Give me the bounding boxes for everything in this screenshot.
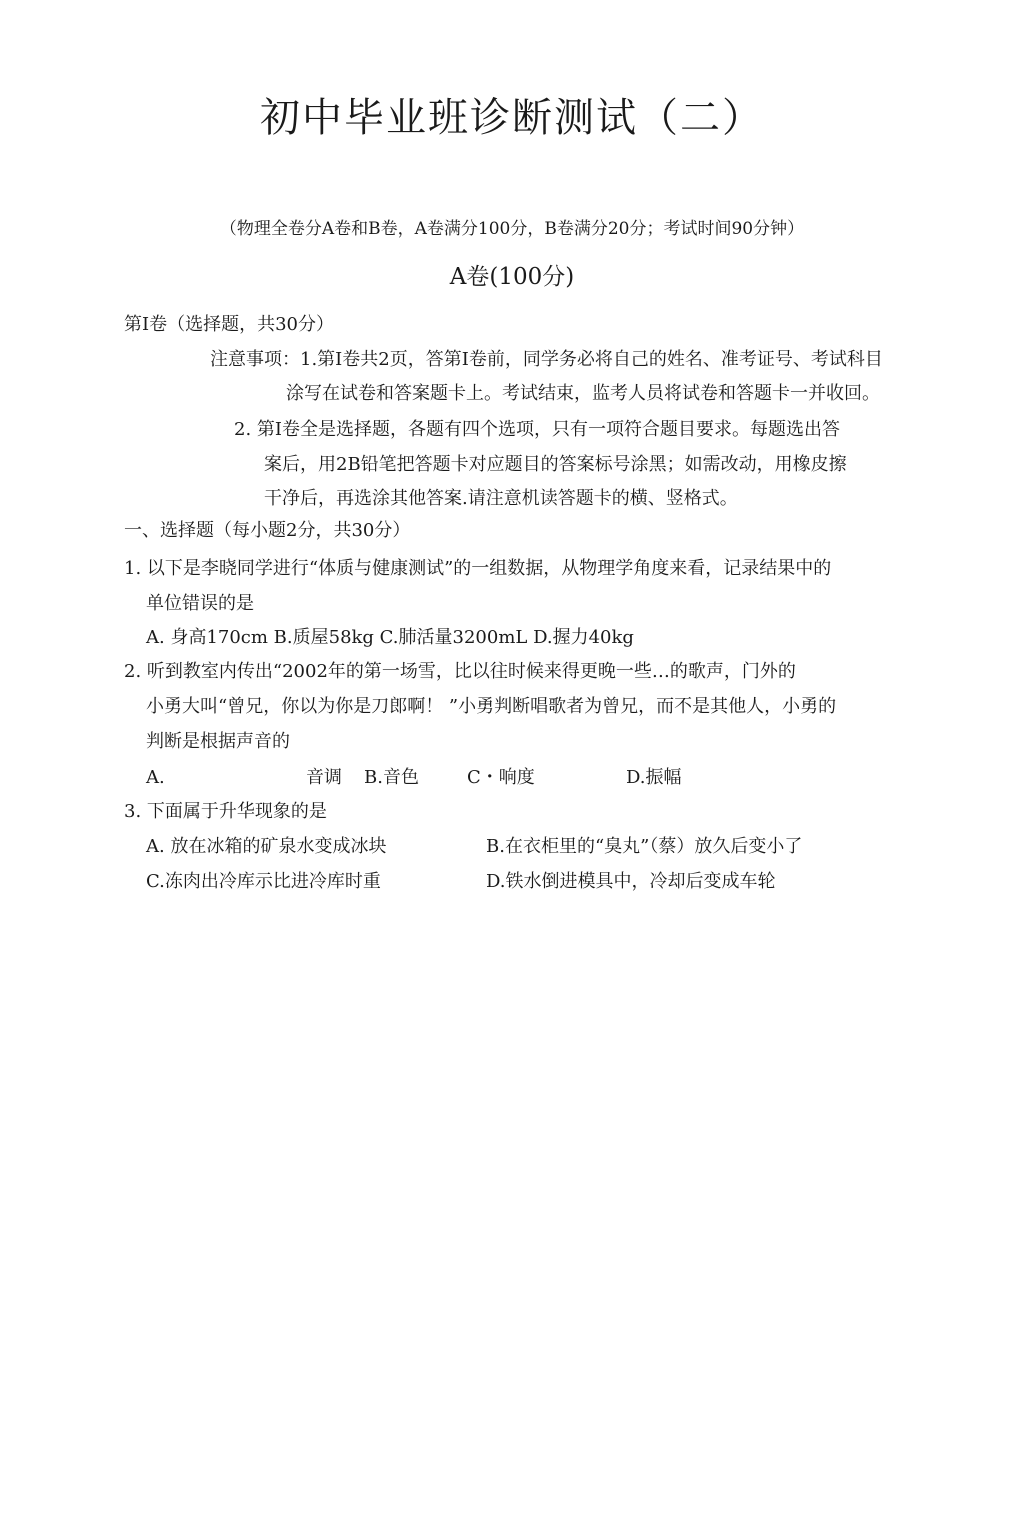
question-1-line-2: 单位错误的是 — [146, 593, 254, 614]
question-3-option-d: D.铁水倒进模具中，冷却后变成车轮 — [486, 871, 776, 892]
notes-line-1: 注意事项：1.第Ⅰ卷共2页，答第Ⅰ卷前，同学务必将自己的姓名、准考证号、考试科目 — [210, 349, 883, 370]
question-2-option-b: B.音色 — [364, 767, 419, 788]
question-3-option-c: C.冻肉出冷库示比进冷库时重 — [146, 871, 381, 892]
section1-heading: 一、选择题（每小题2分，共30分） — [124, 520, 411, 541]
notes-line-3: 2. 第Ⅰ卷全是选择题，各题有四个选项，只有一项符合题目要求。每题选出答 — [234, 419, 841, 440]
question-3-option-a: A. 放在冰箱的矿泉水变成冰块 — [146, 836, 387, 857]
question-1-line-1: 1. 以下是李晓同学进行“体质与健康测试”的一组数据，从物理学角度来看，记录结果中的 — [124, 558, 832, 579]
question-2-line-3: 判断是根据声音的 — [146, 731, 290, 752]
notes-line-2: 涂写在试卷和答案题卡上。考试结束，监考人员将试卷和答题卡一并收回。 — [286, 383, 880, 404]
notes-line-4: 案后，用2B铅笔把答题卡对应题目的答案标号涂黑；如需改动，用橡皮擦 — [264, 454, 847, 475]
exam-subtitle: （物理全卷分A卷和B卷，A卷满分100分，B卷满分20分；考试时间90分钟） — [219, 219, 805, 239]
question-3-line-1: 3. 下面属于升华现象的是 — [124, 801, 327, 822]
question-2-line-1: 2. 听到教室内传出“2002年的第一场雪，比以往时候来得更晚一些…的歌声，门外的 — [124, 661, 796, 682]
question-2-option-a-text: 音调 — [306, 767, 342, 788]
notes-line-5: 干净后，再选涂其他答案.请注意机读答题卡的横、竖格式。 — [264, 488, 738, 509]
question-2-option-c: C・响度 — [467, 767, 535, 788]
exam-title: 初中毕业班诊断测试（二） — [260, 95, 764, 141]
question-2-option-a-label: A. — [146, 767, 165, 788]
question-3-option-b: B.在衣柜里的“臭丸”（蔡）放久后变小了 — [486, 836, 803, 857]
part1-heading: 第Ⅰ卷（选择题，共30分） — [124, 314, 335, 335]
section-a-heading: A卷(100分) — [449, 264, 575, 290]
question-2-option-d: D.振幅 — [626, 767, 682, 788]
question-1-options: A. 身高170cm B.质屋58kg C.肺活量3200mL D.握力40kg — [146, 627, 634, 648]
question-2-line-2: 小勇大叫“曾兄，你以为你是刀郎啊！ ”小勇判断唱歌者为曾兄，而不是其他人，小勇的 — [146, 696, 837, 717]
